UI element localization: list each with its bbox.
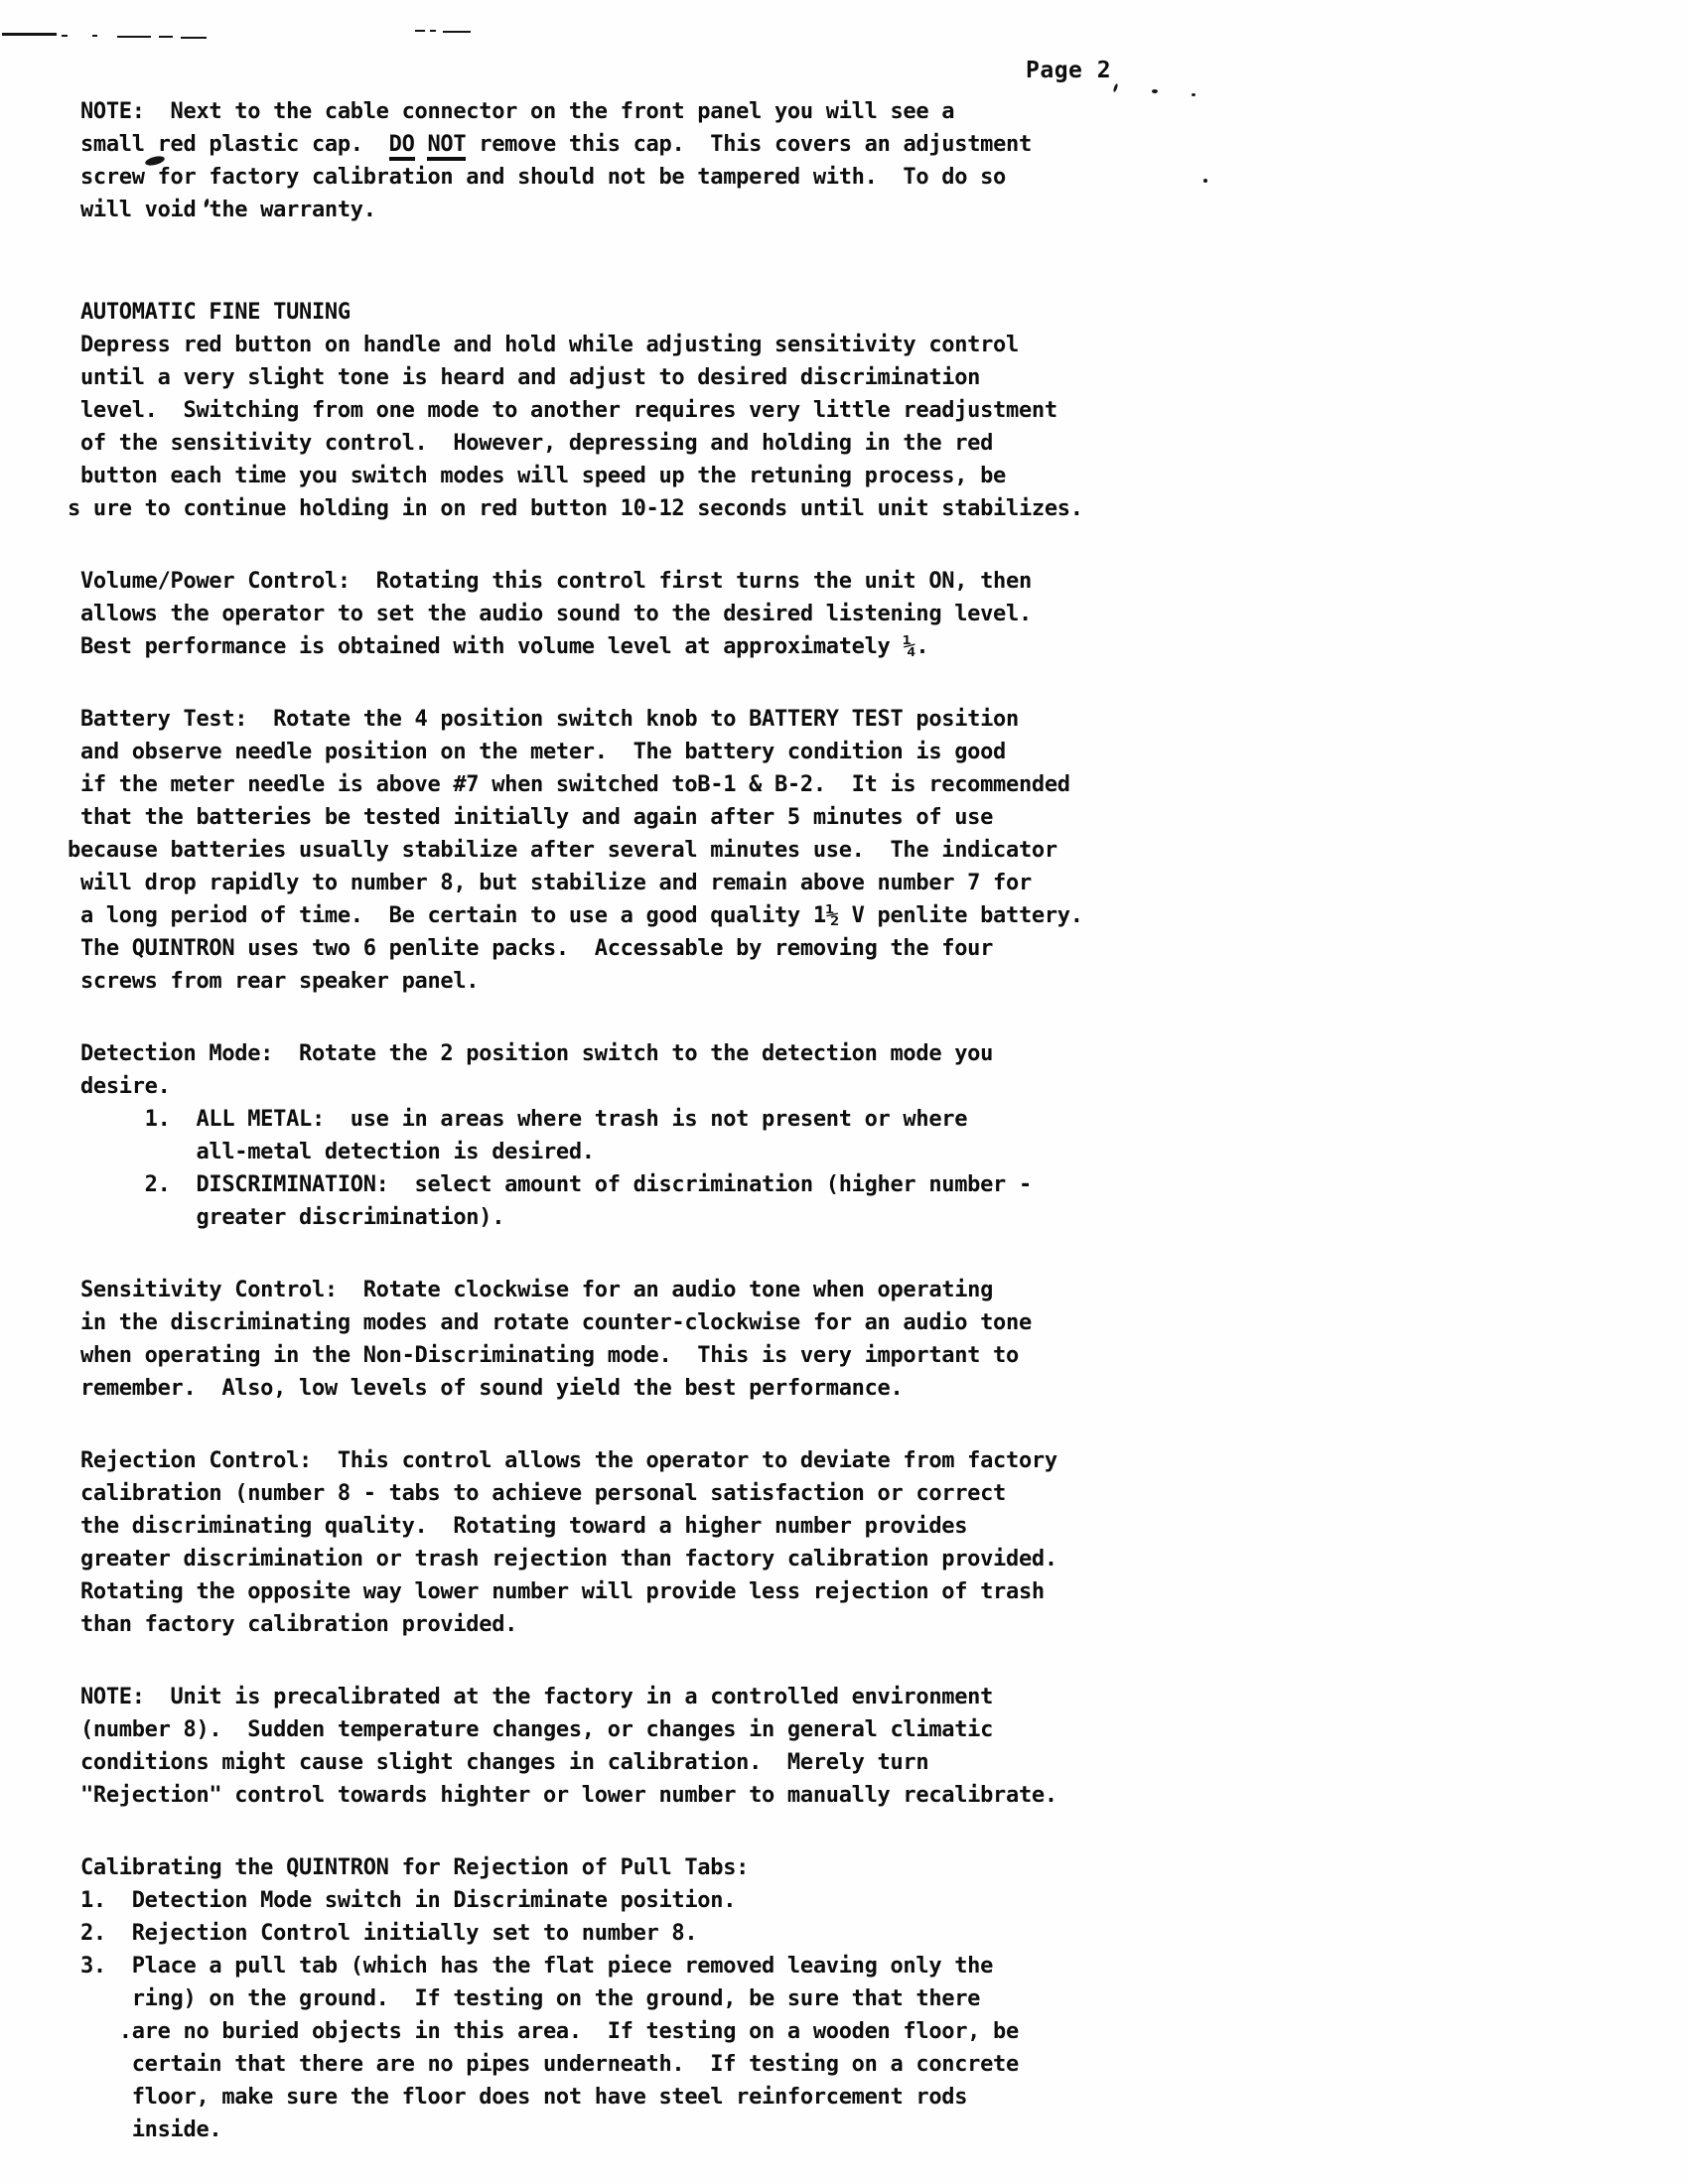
text-line: and observe needle position on the meter. The battery condition is good [68,740,1006,764]
document-body [68,95,1636,2146]
scan-artifact [117,36,151,38]
text-line: certain that there are no pipes underneath. If testing on a concrete [68,2052,1019,2077]
text-line: in the discriminating modes and rotate counter-clockwise for an audio tone [68,1310,1032,1335]
scan-artifact [1113,83,1119,92]
text-line: all-metal detection is desired. [68,1140,595,1164]
underlined-text: NOT [427,132,466,161]
text-line: .are no buried objects in this area. If testing on a wooden floor, be [68,2019,1019,2044]
text-line: than factory calibration provided. [68,1612,518,1637]
text-line: 3. Place a pull tab (which has the flat piece removed leaving only the [68,1954,994,1979]
scan-artifact [1152,89,1158,93]
paragraph [68,1681,1636,1812]
text-line: of the sensitivity control. However, depressing and holding in the red [68,431,994,456]
text-line: Depress red button on handle and hold while adjusting sensitivity control [68,333,1019,357]
text-line: 2. DISCRIMINATION: select amount of discrimination (higher number - [68,1172,1032,1197]
text-line: if the meter needle is above #7 when switched toB-1 & B-2. It is recommended [68,772,1070,797]
text-line: greater discrimination). [68,1205,505,1230]
text-line: s ure to continue holding in on red button 10-12 seconds until unit stabilizes. [68,496,1083,521]
text-line: the discriminating quality. Rotating toward a higher number provides [68,1514,968,1539]
paragraph [68,1444,1636,1641]
paragraph [68,1851,1636,2146]
text-line: 1. Detection Mode switch in Discriminate position. [68,1888,737,1913]
text-line: screw for factory calibration and should not be tampered with. To do so [68,165,1006,190]
text-line: will void the warranty. [68,198,376,222]
text-line: (number 8). Sudden temperature changes, or changes in general climatic [68,1717,994,1742]
text-line: will drop rapidly to number 8, but stabilize and remain above number 7 for [68,871,1032,895]
paragraph [68,565,1636,663]
text-line: desire. [68,1074,171,1099]
paragraph [68,1037,1636,1234]
text-line: screws from rear speaker panel. [68,969,480,994]
scan-artifact [443,31,471,33]
text-line: Sensitivity Control: Rotate clockwise for an audio tone when operating [68,1278,994,1302]
text-line: Battery Test: Rotate the 4 position switch knob to BATTERY TEST position [68,707,1019,732]
text-line: until a very slight tone is heard and adjust to desired discrimination [68,365,981,390]
scan-artifact [430,30,436,32]
text-line: "Rejection" control towards highter or lower number to manually recalibrate. [68,1783,1057,1808]
text-line: inside. [68,2117,222,2142]
text-line: conditions might cause slight changes in calibration. Merely turn [68,1750,929,1775]
text-line: The QUINTRON uses two 6 penlite packs. Accessable by removing the four [68,936,994,961]
text-line: when operating in the Non-Discriminating mode. This is very important to [68,1343,1019,1368]
text-line: that the batteries be tested initially and again after 5 minutes of use [68,805,994,830]
text-line: greater discrimination or trash rejection than factory calibration provided. [68,1547,1057,1571]
text-line: 2. Rejection Control initially set to number 8. [68,1921,698,1946]
paragraph [68,1274,1636,1405]
scan-artifact [159,36,173,38]
text-line: remember. Also, low levels of sound yield the best performance. [68,1376,904,1401]
paragraph [68,703,1636,998]
text-line: a long period of time. Be certain to use a good quality 1½ V penlite battery. [68,903,1083,928]
scan-artifact [2,33,57,36]
text-line: level. Switching from one mode to another requires very little readjustment [68,398,1057,423]
text-line: Rejection Control: This control allows the operator to deviate from factory [68,1448,1057,1473]
paragraph [68,296,1636,525]
text-line: calibration (number 8 - tabs to achieve personal satisfaction or correct [68,1481,1006,1506]
text-line: allows the operator to set the audio sound to the desired listening level. [68,602,1032,626]
scan-artifact [181,37,207,39]
scan-artifact [92,35,97,37]
text-line: small red plastic cap. DO NOT remove this cap. This covers an adjustment [68,128,1636,161]
text-line: ring) on the ground. If testing on the ground, be sure that there [68,1986,981,2011]
text-line: NOTE: Unit is precalibrated at the factory in a controlled environment [68,1685,994,1709]
underlined-text: DO [389,132,415,161]
text-line: AUTOMATIC FINE TUNING [68,300,351,325]
text-line: Rotating the opposite way lower number will provide less rejection of trash [68,1579,1045,1604]
text-line: Best performance is obtained with volume level at approximately ¼. [68,634,929,659]
text-line: because batteries usually stabilize after several minutes use. The indicator [68,838,1057,863]
text-line: 1. ALL METAL: use in areas where trash is not present or where [68,1107,968,1132]
text-line: Calibrating the QUINTRON for Rejection of Pull Tabs: [68,1855,750,1880]
scan-artifact [62,35,68,37]
scan-artifact [415,30,425,32]
paragraph [68,95,1636,226]
text-line: NOTE: Next to the cable connector on the front panel you will see a [68,99,955,124]
text-line: floor, make sure the floor does not have steel reinforcement rods [68,2085,968,2110]
text-line: button each time you switch modes will speed up the retuning process, be [68,464,1006,488]
page-number: Page 2 [1026,58,1112,83]
text-line: Volume/Power Control: Rotating this control first turns the unit ON, then [68,569,1032,594]
text-line: Detection Mode: Rotate the 2 position switch to the detection mode you [68,1041,994,1066]
